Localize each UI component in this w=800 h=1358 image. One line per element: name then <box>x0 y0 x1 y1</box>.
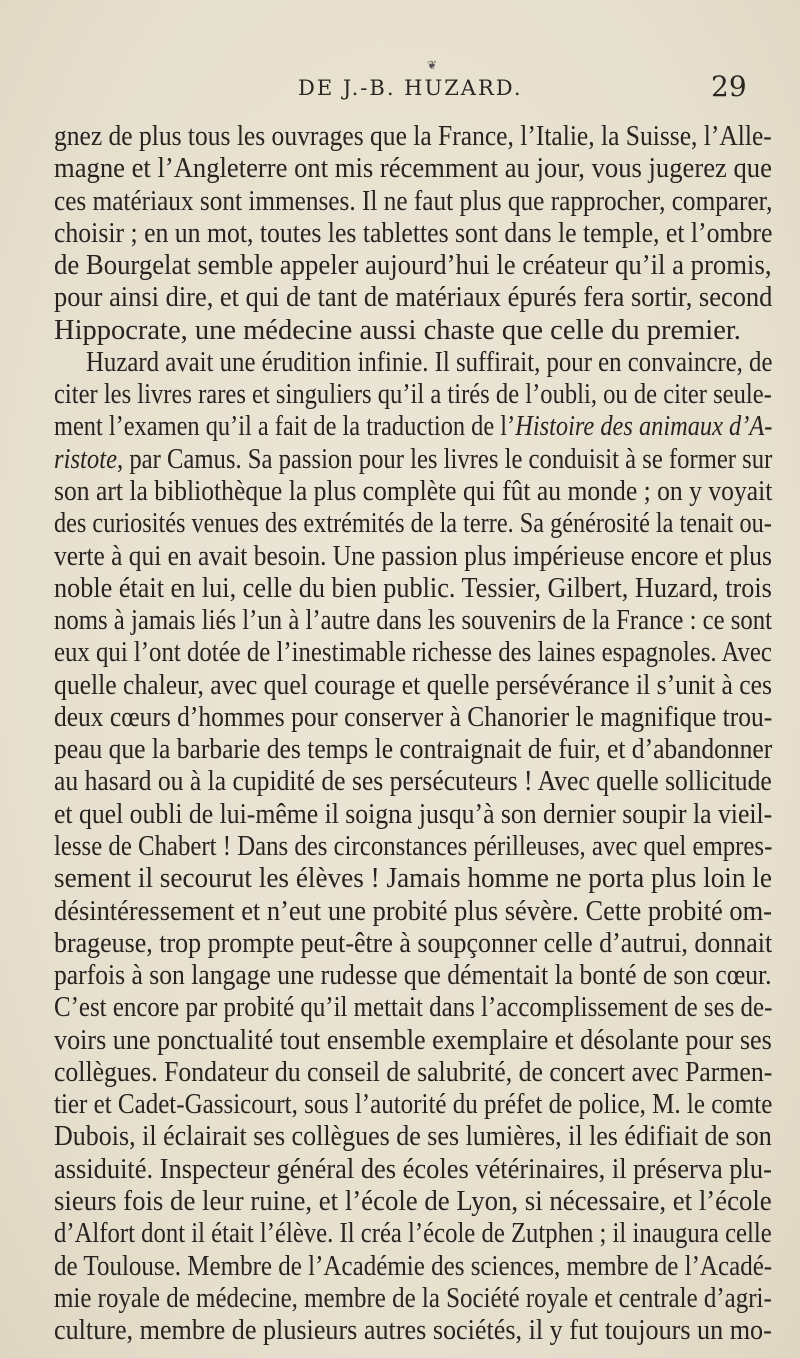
text-line: désintéressement et n’eut une probité plus sévère. Cette probité om- <box>54 895 772 927</box>
text-line: son art la bibliothèque la plus complète qui fût au monde ; on y voyait <box>54 476 773 507</box>
text-line: lesse de Chabert ! Dans des circonstances périlleuses, avec quel empres- <box>54 830 773 862</box>
text-line: gnez de plus tous les ouvrages que la France, l’Italie, la Suisse, l’Alle- <box>54 121 772 152</box>
book-title: Histoire des animaux d’A- <box>515 411 773 443</box>
page-number: 29 <box>711 70 747 103</box>
text-line: quelle chaleur, avec quel courage et quelle persévérance il s’unit à ces <box>54 669 772 701</box>
text-line: Dubois, il éclairait ses collègues de ses lumières, il les édifiait de son <box>54 1121 772 1153</box>
text-line: tier et Cadet-Gassicourt, sous l’autorité du préfet de police, M. le comte <box>54 1089 773 1121</box>
text-line: citer les livres rares et singuliers qu’il a tirés de l’oubli, ou de citer seule- <box>54 379 772 411</box>
text-line: au hasard ou à la cupidité de ses persécuteurs ! Avec quelle sollicitude <box>54 766 772 798</box>
page-header <box>0 58 800 110</box>
text-span: ment l’examen qu’il a fait de la traduction de l’ <box>54 411 516 443</box>
book-title-cont: ristote <box>54 443 118 475</box>
text-line: assiduité. Inspecteur général des écoles vétérinaires, il préserva plu- <box>54 1153 772 1185</box>
text-line: mie royale de médecine, membre de la Société royale et centrale d’agri- <box>54 1282 772 1314</box>
text-line: parfois à son langage une rudesse que démentait la bonté de son cœur. <box>54 960 772 991</box>
text-line <box>54 410 772 446</box>
text-line: de Toulouse. Membre de l’Académie des sciences, membre de l’Acadé- <box>54 1250 773 1282</box>
text-line: eux qui l’ont dotée de l’inestimable richesse des laines espagnoles. Avec <box>54 637 772 669</box>
text-line <box>54 443 772 479</box>
text-line: noble était en lui, celle du bien public. Tessier, Gilbert, Huzard, trois <box>54 572 772 604</box>
text-line: et quel oubli de lui-même il soigna jusqu’à son dernier soupir la vieil- <box>54 798 773 830</box>
text-line: peau que la barbarie des temps le contraignait de fuir, et d’abandonner <box>54 734 773 766</box>
text-line: d’Alfort dont il était l’élève. Il créa l’école de Zutphen ; il inaugura celle <box>54 1218 772 1250</box>
ornament-icon: ❦ <box>427 58 438 72</box>
text-line: sieurs fois de leur ruine, et l’école de Lyon, si nécessaire, et l’école <box>54 1185 772 1217</box>
text-line: pour ainsi dire, et qui de tant de matériaux épurés fera sortir, second <box>54 282 773 314</box>
running-head: DE J.-B. HUZARD. <box>298 76 523 100</box>
text-line: choisir ; en un mot, toutes les tablettes sont dans le temple, et l’ombre <box>54 217 773 249</box>
text-line: culture, membre de plusieurs autres sociétés, il y fut toujours un mo- <box>54 1315 772 1346</box>
text-line: ces matériaux sont immenses. Il ne faut plus que rapprocher, comparer, <box>54 185 773 217</box>
text-line: C’est encore par probité qu’il mettait dans l’accomplissement de ses de- <box>54 992 773 1024</box>
text-line: deux cœurs d’hommes pour conserver à Chanorier le magnifique trou- <box>54 701 773 733</box>
text-line: sement il secourut les élèves ! Jamais homme ne porta plus loin le <box>54 863 772 895</box>
text-line: magne et l’Angleterre ont mis récemment au jour, vous jugerez que <box>54 153 772 185</box>
text-line: des curiosités venues des extrémités de la terre. Sa générosité la tenait ou- <box>54 508 772 540</box>
text-line: collègues. Fondateur du conseil de salubrité, de concert avec Parmen- <box>54 1056 773 1088</box>
text-line: brageuse, trop prompte peut-être à soupçonner celle d’autrui, donnait <box>54 927 773 959</box>
text-line: Huzard avait une érudition infinie. Il suffirait, pour en convaincre, de <box>86 346 773 378</box>
text-line: noms à jamais liés l’un à l’autre dans les souvenirs de la France : ce sont <box>54 605 773 637</box>
text-line: Hippocrate, une médecine aussi chaste que celle du premier. <box>54 314 741 346</box>
text-line: de Bourgelat semble appeler aujourd’hui le créateur qu’il a promis, <box>54 250 772 282</box>
text-span: , par Camus. Sa passion pour les livres le conduisit à se former sur <box>117 443 773 475</box>
text-line: verte à qui en avait besoin. Une passion plus impérieuse encore et plus <box>54 540 772 572</box>
text-line: voirs une ponctualité tout ensemble exemplaire et désolante pour ses <box>54 1024 772 1056</box>
